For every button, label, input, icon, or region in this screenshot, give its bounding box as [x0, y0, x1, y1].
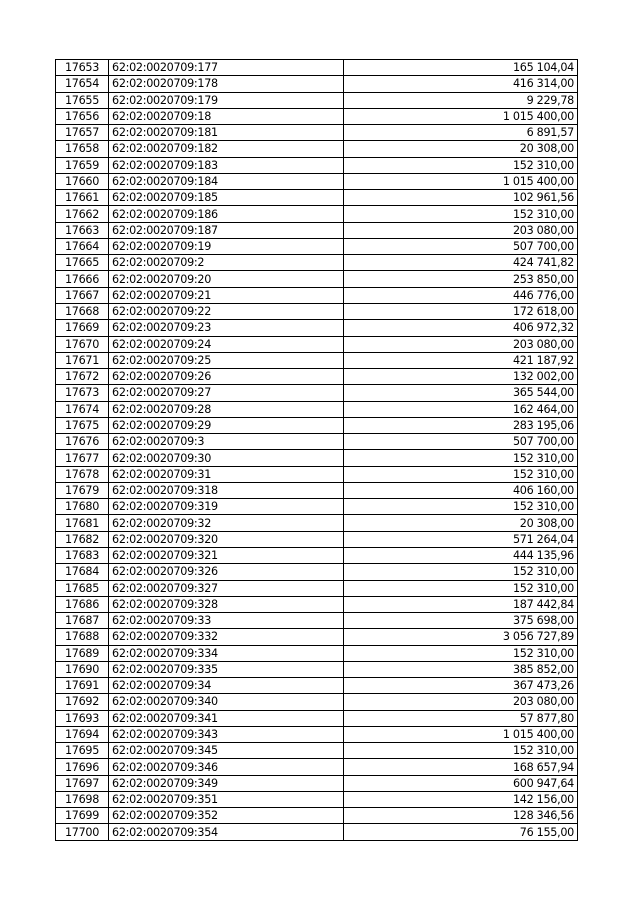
table-row	[56, 108, 578, 124]
table-row	[56, 157, 578, 173]
cadastral-value-cell: 446 776,00	[344, 287, 578, 303]
cadastral-number-cell: 62:02:0020709:319	[109, 499, 344, 515]
cadastral-value-cell: 152 310,00	[344, 466, 578, 482]
table-row	[56, 401, 578, 417]
cadastral-value-cell: 385 852,00	[344, 661, 578, 677]
row-number-cell: 17689	[56, 645, 109, 661]
cadastral-value-cell: 102 961,56	[344, 190, 578, 206]
cadastral-number-cell: 62:02:0020709:351	[109, 791, 344, 807]
cadastral-value-cell: 152 310,00	[344, 645, 578, 661]
row-number-cell: 17675	[56, 417, 109, 433]
table-row	[56, 580, 578, 596]
table-row	[56, 92, 578, 108]
table-row	[56, 710, 578, 726]
cadastral-number-cell: 62:02:0020709:19	[109, 238, 344, 254]
cadastral-value-cell: 152 310,00	[344, 206, 578, 222]
cadastral-value-cell: 600 947,64	[344, 775, 578, 791]
row-number-cell: 17669	[56, 320, 109, 336]
cadastral-value-cell: 203 080,00	[344, 222, 578, 238]
cadastral-number-cell: 62:02:0020709:181	[109, 125, 344, 141]
cadastral-number-cell: 62:02:0020709:22	[109, 303, 344, 319]
cadastral-value-cell: 253 850,00	[344, 271, 578, 287]
table-row	[56, 125, 578, 141]
table-row	[56, 222, 578, 238]
row-number-cell: 17684	[56, 564, 109, 580]
cadastral-value-cell: 187 442,84	[344, 596, 578, 612]
cadastral-value-cell: 571 264,04	[344, 531, 578, 547]
cadastral-value-cell: 421 187,92	[344, 352, 578, 368]
cadastral-number-cell: 62:02:0020709:30	[109, 450, 344, 466]
cadastral-value-cell: 57 877,80	[344, 710, 578, 726]
row-number-cell: 17683	[56, 547, 109, 563]
cadastral-number-cell: 62:02:0020709:182	[109, 141, 344, 157]
row-number-cell: 17657	[56, 125, 109, 141]
cadastral-number-cell: 62:02:0020709:24	[109, 336, 344, 352]
table-row	[56, 808, 578, 824]
cadastral-number-cell: 62:02:0020709:187	[109, 222, 344, 238]
row-number-cell: 17664	[56, 238, 109, 254]
table-row	[56, 613, 578, 629]
row-number-cell: 17655	[56, 92, 109, 108]
cadastral-value-cell: 152 310,00	[344, 743, 578, 759]
row-number-cell: 17690	[56, 661, 109, 677]
cadastral-number-cell: 62:02:0020709:332	[109, 629, 344, 645]
row-number-cell: 17665	[56, 255, 109, 271]
row-number-cell: 17687	[56, 613, 109, 629]
cadastral-value-cell: 142 156,00	[344, 791, 578, 807]
cadastral-number-cell: 62:02:0020709:34	[109, 678, 344, 694]
cadastral-number-cell: 62:02:0020709:343	[109, 726, 344, 742]
row-number-cell: 17699	[56, 808, 109, 824]
cadastral-number-cell: 62:02:0020709:335	[109, 661, 344, 677]
table-row	[56, 450, 578, 466]
table-row	[56, 466, 578, 482]
cadastral-number-cell: 62:02:0020709:334	[109, 645, 344, 661]
cadastral-number-cell: 62:02:0020709:2	[109, 255, 344, 271]
table-row	[56, 434, 578, 450]
cadastral-value-cell: 165 104,04	[344, 60, 578, 76]
table-row	[56, 60, 578, 76]
table-row	[56, 271, 578, 287]
row-number-cell: 17653	[56, 60, 109, 76]
row-number-cell: 17694	[56, 726, 109, 742]
cadastral-number-cell: 62:02:0020709:23	[109, 320, 344, 336]
row-number-cell: 17663	[56, 222, 109, 238]
cadastral-number-cell: 62:02:0020709:33	[109, 613, 344, 629]
table-row	[56, 791, 578, 807]
table-row	[56, 499, 578, 515]
table-row	[56, 726, 578, 742]
cadastral-value-cell: 203 080,00	[344, 336, 578, 352]
row-number-cell: 17692	[56, 694, 109, 710]
cadastral-number-cell: 62:02:0020709:346	[109, 759, 344, 775]
row-number-cell: 17662	[56, 206, 109, 222]
cadastral-value-cell: 406 972,32	[344, 320, 578, 336]
cadastral-value-cell: 20 308,00	[344, 515, 578, 531]
cadastral-number-cell: 62:02:0020709:349	[109, 775, 344, 791]
cadastral-number-cell: 62:02:0020709:25	[109, 352, 344, 368]
table-row	[56, 303, 578, 319]
cadastral-value-cell: 9 229,78	[344, 92, 578, 108]
cadastral-value-cell: 152 310,00	[344, 564, 578, 580]
table-row	[56, 336, 578, 352]
cadastral-value-cell: 507 700,00	[344, 434, 578, 450]
cadastral-value-cell: 168 657,94	[344, 759, 578, 775]
cadastral-number-cell: 62:02:0020709:3	[109, 434, 344, 450]
row-number-cell: 17686	[56, 596, 109, 612]
cadastral-value-cell: 132 002,00	[344, 369, 578, 385]
table-row	[56, 206, 578, 222]
cadastral-number-cell: 62:02:0020709:354	[109, 824, 344, 840]
row-number-cell: 17672	[56, 369, 109, 385]
row-number-cell: 17680	[56, 499, 109, 515]
cadastral-number-cell: 62:02:0020709:32	[109, 515, 344, 531]
table-row	[56, 352, 578, 368]
row-number-cell: 17674	[56, 401, 109, 417]
cadastral-value-cell: 416 314,00	[344, 76, 578, 92]
table-row	[56, 743, 578, 759]
cadastral-value-cell: 152 310,00	[344, 157, 578, 173]
document-page	[55, 59, 578, 841]
cadastral-value-cell: 162 464,00	[344, 401, 578, 417]
row-number-cell: 17676	[56, 434, 109, 450]
table-row	[56, 515, 578, 531]
cadastral-number-cell: 62:02:0020709:318	[109, 482, 344, 498]
row-number-cell: 17666	[56, 271, 109, 287]
table-row	[56, 173, 578, 189]
table-row	[56, 694, 578, 710]
row-number-cell: 17691	[56, 678, 109, 694]
table-row	[56, 482, 578, 498]
table-row	[56, 190, 578, 206]
cadastral-number-cell: 62:02:0020709:327	[109, 580, 344, 596]
table-row	[56, 531, 578, 547]
row-number-cell: 17695	[56, 743, 109, 759]
table-row	[56, 320, 578, 336]
cadastral-value-cell: 367 473,26	[344, 678, 578, 694]
row-number-cell: 17681	[56, 515, 109, 531]
row-number-cell: 17693	[56, 710, 109, 726]
row-number-cell: 17668	[56, 303, 109, 319]
cadastral-value-cell: 375 698,00	[344, 613, 578, 629]
cadastral-number-cell: 62:02:0020709:341	[109, 710, 344, 726]
cadastral-number-cell: 62:02:0020709:177	[109, 60, 344, 76]
cadastral-number-cell: 62:02:0020709:183	[109, 157, 344, 173]
cadastral-value-cell: 152 310,00	[344, 450, 578, 466]
cadastral-number-cell: 62:02:0020709:345	[109, 743, 344, 759]
row-number-cell: 17667	[56, 287, 109, 303]
cadastral-value-cell: 406 160,00	[344, 482, 578, 498]
row-number-cell: 17659	[56, 157, 109, 173]
row-number-cell: 17656	[56, 108, 109, 124]
cadastral-value-cell: 203 080,00	[344, 694, 578, 710]
cadastral-number-cell: 62:02:0020709:27	[109, 385, 344, 401]
cadastral-value-cell: 1 015 400,00	[344, 726, 578, 742]
table-row	[56, 255, 578, 271]
cadastral-number-cell: 62:02:0020709:26	[109, 369, 344, 385]
table-row	[56, 661, 578, 677]
cadastral-number-cell: 62:02:0020709:352	[109, 808, 344, 824]
cadastral-value-cell: 444 135,96	[344, 547, 578, 563]
cadastral-value-cell: 365 544,00	[344, 385, 578, 401]
cadastral-value-cell: 152 310,00	[344, 580, 578, 596]
cadastral-number-cell: 62:02:0020709:328	[109, 596, 344, 612]
cadastral-value-cell: 6 891,57	[344, 125, 578, 141]
row-number-cell: 17661	[56, 190, 109, 206]
cadastral-value-cell: 128 346,56	[344, 808, 578, 824]
cadastral-value-cell: 283 195,06	[344, 417, 578, 433]
row-number-cell: 17697	[56, 775, 109, 791]
cadastral-value-cell: 424 741,82	[344, 255, 578, 271]
cadastral-number-cell: 62:02:0020709:321	[109, 547, 344, 563]
row-number-cell: 17679	[56, 482, 109, 498]
cadastral-number-cell: 62:02:0020709:31	[109, 466, 344, 482]
table-row	[56, 238, 578, 254]
cadastral-number-cell: 62:02:0020709:179	[109, 92, 344, 108]
cadastral-number-cell: 62:02:0020709:29	[109, 417, 344, 433]
cadastral-number-cell: 62:02:0020709:186	[109, 206, 344, 222]
table-row	[56, 369, 578, 385]
cadastral-value-cell: 20 308,00	[344, 141, 578, 157]
row-number-cell: 17654	[56, 76, 109, 92]
cadastral-number-cell: 62:02:0020709:28	[109, 401, 344, 417]
row-number-cell: 17700	[56, 824, 109, 840]
cadastral-number-cell: 62:02:0020709:21	[109, 287, 344, 303]
table-body	[56, 60, 578, 841]
table-row	[56, 564, 578, 580]
cadastral-number-cell: 62:02:0020709:178	[109, 76, 344, 92]
row-number-cell: 17682	[56, 531, 109, 547]
cadastral-number-cell: 62:02:0020709:340	[109, 694, 344, 710]
row-number-cell: 17677	[56, 450, 109, 466]
cadastral-value-cell: 76 155,00	[344, 824, 578, 840]
row-number-cell: 17678	[56, 466, 109, 482]
table-row	[56, 759, 578, 775]
cadastral-value-cell: 1 015 400,00	[344, 173, 578, 189]
row-number-cell: 17698	[56, 791, 109, 807]
table-row	[56, 629, 578, 645]
row-number-cell: 17670	[56, 336, 109, 352]
cadastral-number-cell: 62:02:0020709:185	[109, 190, 344, 206]
table-row	[56, 775, 578, 791]
cadastral-number-cell: 62:02:0020709:320	[109, 531, 344, 547]
row-number-cell: 17696	[56, 759, 109, 775]
row-number-cell: 17685	[56, 580, 109, 596]
table-row	[56, 547, 578, 563]
cadastral-number-cell: 62:02:0020709:326	[109, 564, 344, 580]
cadastral-value-table	[55, 59, 578, 841]
table-row	[56, 141, 578, 157]
cadastral-value-cell: 1 015 400,00	[344, 108, 578, 124]
row-number-cell: 17688	[56, 629, 109, 645]
cadastral-number-cell: 62:02:0020709:20	[109, 271, 344, 287]
row-number-cell: 17671	[56, 352, 109, 368]
cadastral-value-cell: 152 310,00	[344, 499, 578, 515]
table-row	[56, 417, 578, 433]
table-row	[56, 645, 578, 661]
cadastral-value-cell: 3 056 727,89	[344, 629, 578, 645]
cadastral-value-cell: 172 618,00	[344, 303, 578, 319]
row-number-cell: 17658	[56, 141, 109, 157]
row-number-cell: 17673	[56, 385, 109, 401]
cadastral-value-cell: 507 700,00	[344, 238, 578, 254]
table-row	[56, 287, 578, 303]
table-row	[56, 678, 578, 694]
cadastral-number-cell: 62:02:0020709:18	[109, 108, 344, 124]
cadastral-number-cell: 62:02:0020709:184	[109, 173, 344, 189]
table-row	[56, 596, 578, 612]
table-row	[56, 824, 578, 840]
table-row	[56, 385, 578, 401]
table-row	[56, 76, 578, 92]
row-number-cell: 17660	[56, 173, 109, 189]
